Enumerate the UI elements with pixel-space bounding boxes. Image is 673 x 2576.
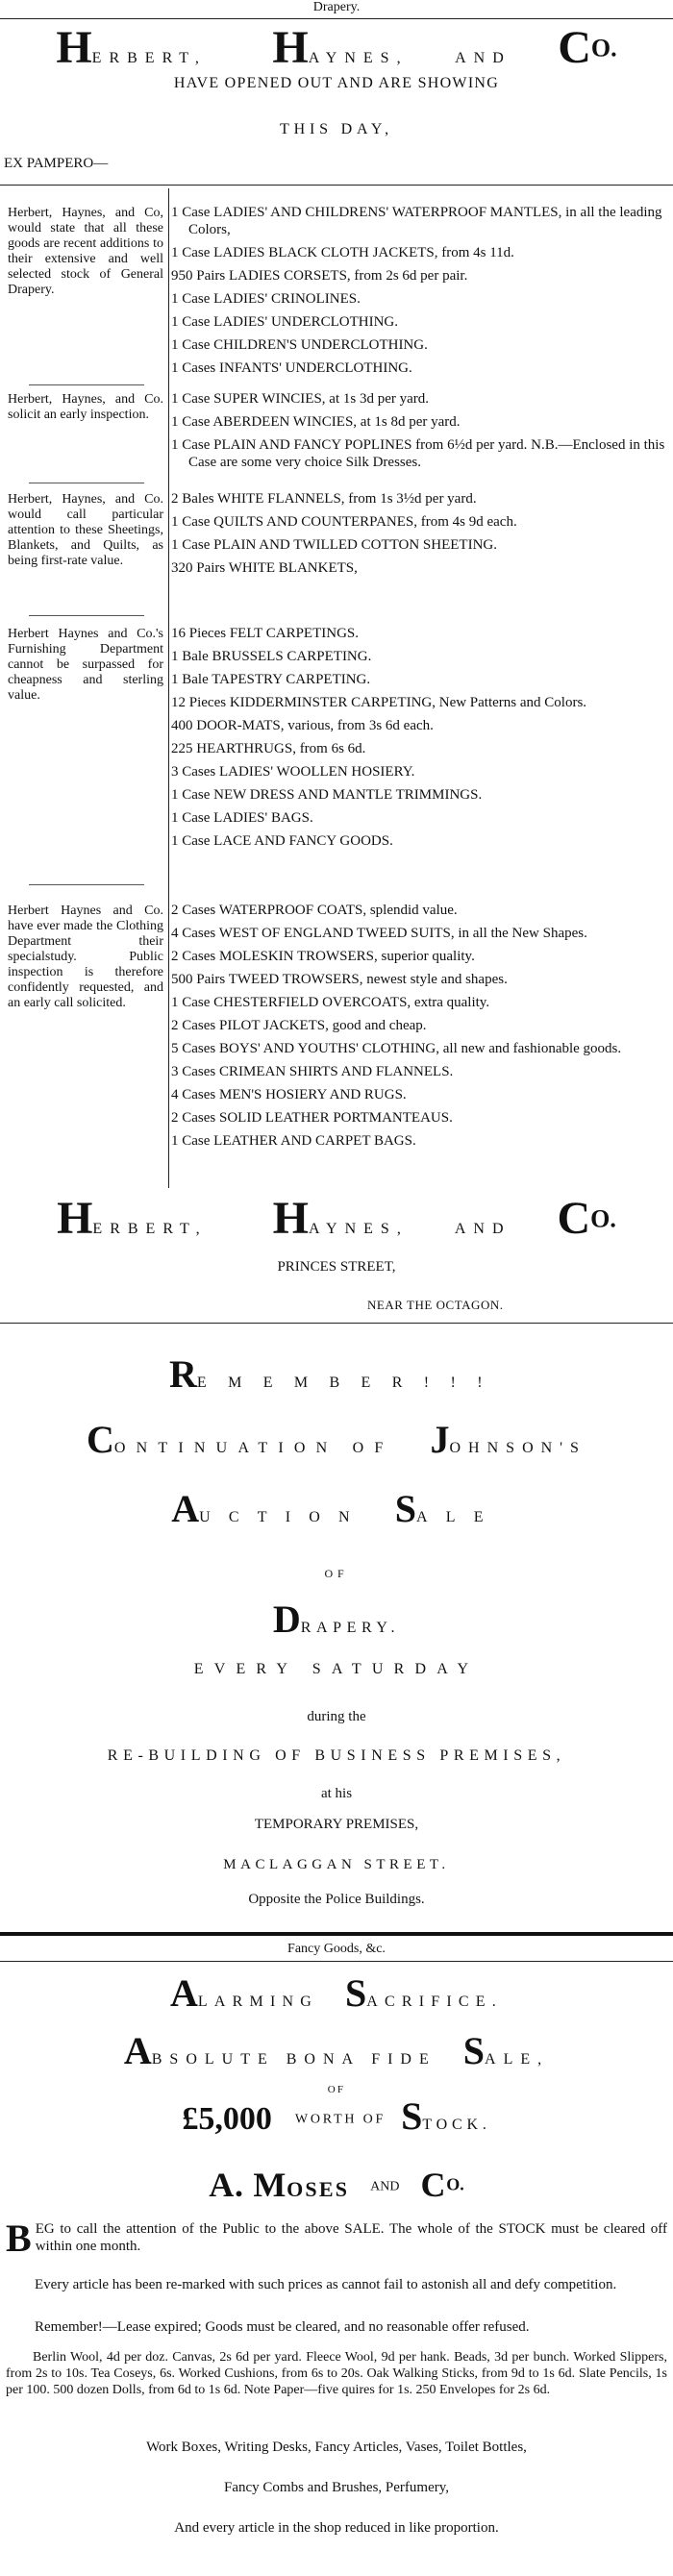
at-his: at his [320,1786,353,1801]
heading-text: ERBERT, [91,50,207,66]
drop-cap: H [272,22,309,73]
paragraph-prices: Berlin Wool, 4d per doz. Canvas, 2s 6d per yard. Fleece Wool, 9d per hank. Beads, 3d per bunch. Worked Slippers, from 2s to 10s. Tea Coseys, 6s. Worked Cushions, from 6s to 20s. Oak Walking Sticks, from 9d to 1s 6d. Slate Pencils, 1s per 100. 500 dozen Dolls, from 6d to 1s 6d. Note Paper—five quires for 1s. 250 Envelopes for 2s 6d. [6,2350,667,2397]
column-divider [168,188,169,1188]
herbert-haynes-heading [0,22,673,77]
drop-cap: S [345,1971,367,2015]
during-the: during the [307,1709,366,1724]
drop-cap: A [123,2029,152,2072]
heading-text: AYNES, [308,50,409,66]
drop-cap: C [87,1418,114,1461]
item-list [171,390,669,477]
absolute-sale-heading [0,2029,673,2072]
list-item: 1 Case ABERDEEN WINCIES, at 1s 8d per yard. [171,414,461,430]
list-item: 1 Case NEW DRESS AND MANTLE TRIMMINGS. [171,787,483,803]
heading-text: ERBERT, [92,1221,208,1237]
heading-text: UCTION [199,1509,368,1525]
divider [29,884,144,885]
list-item: 1 Case LADIES' CRINOLINES. [171,291,361,307]
ex-pampero-text: EX PAMPERO— [4,156,109,171]
list-item: 1 Cases INFANTS' UNDERCLOTHING. [171,360,412,376]
moses-name-heading [0,2165,673,2205]
drop-cap: B [6,2217,32,2260]
drop-cap: C [420,2166,447,2204]
section-title-drapery: Drapery. [312,0,361,14]
list-item: 4 Cases WEST OF ENGLAND TWEED SUITS, in all the New Shapes. [171,926,587,941]
list-item: 2 Cases WATERPROOF COATS, splendid value. [171,903,458,918]
drop-cap: J [430,1418,450,1461]
drop-cap: H [57,1193,93,1244]
drop-cap: A [170,1971,198,2015]
heading-text: BSOLUTE BONA FIDE [151,2051,436,2068]
list-item: 2 Cases PILOT JACKETS, good and cheap. [171,1018,427,1033]
paragraph-remarked: Every article has been re-marked with such prices as cannot fail to astonish all and defy competition. [35,2277,617,2292]
item-list [171,490,669,582]
heading-text: AND [455,50,511,66]
list-item: 1 Case QUILTS AND COUNTERPANES, from 4s 9d each. [171,514,517,530]
list-item: 1 Case LADIES' BAGS. [171,810,313,826]
item-list [171,204,669,383]
list-item: 16 Pieces FELT CARPETINGS. [171,626,360,641]
item-list [171,625,669,855]
heading-text: AYNES, [308,1221,409,1237]
drop-cap: C [557,1193,591,1244]
list-item: 12 Pieces KIDDERMINSTER CARPETING, New Patterns and Colors. [171,695,587,710]
maclaggan-street: MACLAGGAN STREET. [223,1857,450,1872]
list-item: 950 Pairs LADIES CORSETS, from 2s 6d per pair. [171,268,468,284]
princes-street: PRINCES STREET, [277,1259,396,1275]
every-article-line: And every article in the shop reduced in like proportion. [174,2520,499,2536]
list-item: 4 Cases MEN'S HOSIERY AND RUGS. [171,1087,407,1102]
opposite-police: Opposite the Police Buildings. [248,1892,425,1907]
list-item: 1 Case LEATHER AND CARPET BAGS. [171,1133,416,1149]
rule [0,185,673,186]
heading-text: EMEMBER!!! [196,1375,504,1391]
heading-text: ALE [416,1509,502,1525]
list-item: 225 HEARTHRUGS, from 6s 6d. [171,741,366,756]
fancy-combs-line: Fancy Combs and Brushes, Perfumery, [224,2480,449,2495]
drop-cap: D [272,1598,301,1641]
drop-cap: S [462,2029,486,2072]
side-note: Herbert Haynes and Co. have ever made the Clothing Department their specialstudy. Public inspection is therefore confidently requested, and an early call solicited. [8,904,163,1010]
heading-text: LARMING [197,1994,318,2010]
list-item: 1 Bale BRUSSELS CARPETING. [171,649,372,664]
side-note: Herbert, Haynes, and Co, would state that all these goods are recent additions to their extensive and well selected stock of General Drapery. [8,206,163,297]
heading-text: A. M [209,2166,287,2204]
heading-text: ONTINUATION OF [113,1440,394,1456]
heading-text: ALE, [485,2051,550,2068]
list-item: 1 Case LADIES BLACK CLOTH JACKETS, from 4s 11d. [171,245,514,260]
list-item: 500 Pairs TWEED TROWSERS, newest style and shapes. [171,972,508,987]
drop-cap: C [558,22,591,73]
continuation-heading [0,1418,673,1461]
list-item: 1 Bale TAPESTRY CARPETING. [171,672,371,687]
opened-text: HAVE OPENED OUT AND ARE SHOWING [173,75,500,91]
heading-text: RAPERY. [300,1620,401,1636]
heading-text: TOCK. [422,2117,491,2133]
list-item: 2 Cases MOLESKIN TROWSERS, superior quality. [171,949,475,964]
drop-cap: S [394,1487,417,1530]
rule [0,1961,673,1962]
divider [29,384,144,385]
beg-paragraph [6,2217,667,2260]
heading-text: OHNSON'S [449,1440,586,1456]
rebuilding: RE-BUILDING OF BUSINESS PREMISES, [107,1747,566,1764]
rule [0,18,673,19]
heading-text: ACRIFICE. [366,1994,503,2010]
heading-text: O. [590,1204,616,1233]
list-item: 1 Case LADIES' AND CHILDRENS' WATERPROOF MANTLES, in all the leading Colors, [171,205,662,237]
side-note: Herbert Haynes and Co.'s Furnishing Department cannot be surpassed for cheapness and sterling value. [8,627,163,703]
list-item: 5 Cases BOYS' AND YOUTHS' CLOTHING, all new and fashionable goods. [171,1041,622,1056]
list-item: 400 DOOR-MATS, various, from 3s 6d each. [171,718,434,733]
list-item: 1 Case SUPER WINCIES, at 1s 3d per yard. [171,391,430,407]
auction-sale-heading [0,1487,673,1530]
remember-heading [0,1352,673,1396]
amount: £5,000 [182,2101,272,2137]
heading-text: AND [454,1221,511,1237]
heading-text: O. [590,34,617,62]
list-item: 1 Case LADIES' UNDERCLOTHING. [171,314,399,330]
rule [0,1323,673,1324]
heading-text: AND [370,2179,400,2194]
list-item: 1 Case PLAIN AND TWILLED COTTON SHEETING. [171,537,497,553]
section-title-fancy: Fancy Goods, &c. [287,1942,386,1956]
list-item: 2 Bales WHITE FLANNELS, from 1s 3½d per yard. [171,491,477,507]
item-list [171,902,669,1155]
heading-text: OSES [287,2177,350,2201]
every-saturday: EVERY SATURDAY [193,1661,480,1677]
drop-cap: R [169,1352,197,1396]
divider [29,615,144,616]
list-item: 1 Case PLAIN AND FANCY POPLINES from 6½d per yard. N.B.—Enclosed in this Case are some very choice Silk Dresses. [171,437,665,470]
paragraph-text: EG to call the attention of the Public to the above SALE. The whole of the STOCK must be cleared off within one month. [35,2221,667,2254]
alarming-sacrifice-heading [0,1971,673,2015]
heading-text: O. [446,2174,464,2194]
paragraph-remember: Remember!—Lease expired; Goods must be cleared, and no reasonable offer refused. [35,2319,530,2335]
drop-cap: H [56,22,92,73]
near-octagon: NEAR THE OCTAGON. [367,1298,504,1312]
heading-text: WORTH OF [294,2112,386,2127]
worth-of-stock-heading [0,2094,673,2138]
side-note: Herbert, Haynes, and Co. would call particular attention to these Sheetings, Blankets, and Quilts, as being first-rate value. [8,492,163,568]
thick-rule [0,1932,673,1936]
list-item: 1 Case CHESTERFIELD OVERCOATS, extra quality. [171,995,490,1010]
list-item: 320 Pairs WHITE BLANKETS, [171,560,358,576]
of-text: OF [327,2084,346,2095]
herbert-haynes-footer [0,1193,673,1248]
list-item: 2 Cases SOLID LEATHER PORTMANTEAUS. [171,1110,453,1126]
drop-cap: S [401,2094,423,2138]
list-item: 3 Cases LADIES' WOOLLEN HOSIERY. [171,764,415,780]
of-text: OF [324,1567,349,1580]
list-item: 1 Case LACE AND FANCY GOODS. [171,833,393,849]
drop-cap: H [272,1193,309,1244]
list-item: 1 Case CHILDREN'S UNDERCLOTHING. [171,337,428,353]
this-day-text: THIS DAY, [280,121,393,137]
work-boxes-line: Work Boxes, Writing Desks, Fancy Articles, Vases, Toilet Bottles, [146,2440,527,2455]
drapery-heading [0,1600,673,1639]
temporary-premises: TEMPORARY PREMISES, [254,1817,419,1832]
list-item: 3 Cases CRIMEAN SHIRTS AND FLANNELS. [171,1064,454,1079]
side-note: Herbert, Haynes, and Co. solicit an early inspection. [8,392,163,422]
drop-cap: A [171,1487,200,1530]
